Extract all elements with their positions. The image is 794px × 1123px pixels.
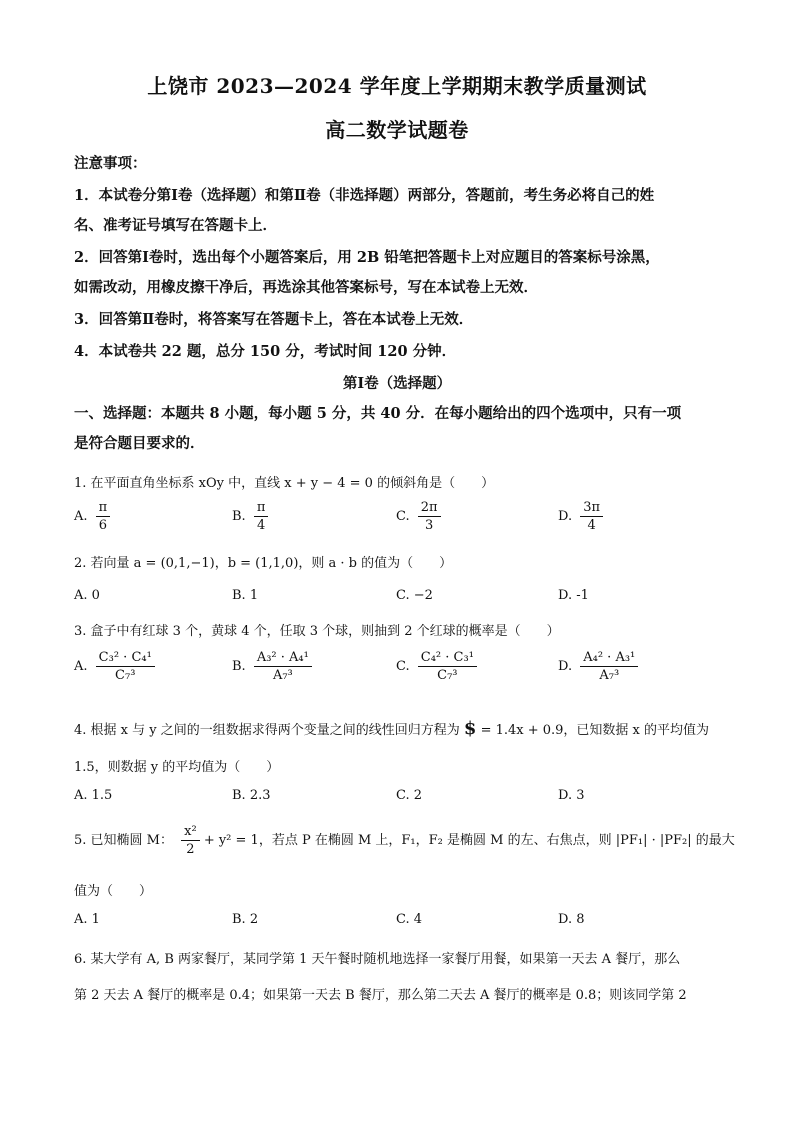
stem-text: = 1.4x + 0.9，已知数据 x 的平均值为 xyxy=(480,723,710,738)
q5-option-c: C. 4 xyxy=(396,912,423,927)
question-2-stem: 2. 若向量 a = (0,1,−1)，b = (1,1,0)，则 a · b 的值为（ ） xyxy=(74,556,453,571)
q2-option-d: D. -1 xyxy=(558,588,589,603)
notice-line-4: 如需改动，用橡皮擦干净后，再选涂其他答案标号，写在本试卷上无效． xyxy=(74,279,538,296)
notice-line-3: 2．回答第Ⅰ卷时，选出每个小题答案后，用 2B 铅笔把答题卡上对应题目的答案标号涂黑， xyxy=(74,249,660,266)
q4-option-d: D. 3 xyxy=(558,788,585,803)
q5-option-b: B. 2 xyxy=(232,912,259,927)
option-label: D. xyxy=(558,659,573,674)
question-6-line-1: 6. 某大学有 A, B 两家餐厅，某同学第 1 天午餐时随机地选择一家餐厅用餐，如果第一天去 A 餐厅，那么 xyxy=(74,952,681,967)
question-4-stem-2: 1.5，则数据 y 的平均值为（ ） xyxy=(74,760,280,775)
option-label: B. xyxy=(232,659,246,674)
fraction xyxy=(181,824,200,857)
option-label: A. xyxy=(74,509,88,524)
q3-option-a xyxy=(74,650,155,683)
fraction xyxy=(96,500,111,533)
notice-line-6: 4．本试卷共 22 题，总分 150 分，考试时间 120 分钟． xyxy=(74,343,457,360)
numerator: A₄² · A₃¹ xyxy=(580,650,638,667)
denominator: A₇³ xyxy=(599,668,620,683)
q2-option-a: A. 0 xyxy=(74,588,100,603)
fraction xyxy=(418,650,477,683)
numerator: 3π xyxy=(580,500,603,517)
denominator: 2 xyxy=(186,842,195,857)
q3-option-c xyxy=(396,650,477,683)
numerator: 2π xyxy=(418,500,441,517)
question-6-line-2: 第 2 天去 A 餐厅的概率是 0.4；如果第一天去 B 餐厅，那么第二天去 A 餐厅的概率是 0.8；则该同学第 2 xyxy=(74,988,687,1003)
notice-line-2: 名、准考证号填写在答题卡上． xyxy=(74,217,277,234)
q3-option-b xyxy=(232,650,312,683)
stem-text: + y² = 1，若点 P 在椭圆 M 上，F₁，F₂ 是椭圆 M 的左、右焦点，则 |PF₁| · |PF₂| 的最大 xyxy=(203,833,735,848)
denominator: A₇³ xyxy=(272,668,293,683)
q4-option-b: B. 2.3 xyxy=(232,788,271,803)
section-intro-1: 一、选择题：本题共 8 小题，每小题 5 分，共 40 分．在每小题给出的四个选项中，只有一项 xyxy=(74,405,682,422)
option-label: C. xyxy=(396,659,410,674)
numerator: C₄² · C₃¹ xyxy=(418,650,477,667)
denominator: C₇³ xyxy=(437,668,458,683)
q3-option-d xyxy=(558,650,638,683)
q1-option-d xyxy=(558,500,603,533)
q2-option-b: B. 1 xyxy=(232,588,259,603)
numerator: C₃² · C₄¹ xyxy=(96,650,155,667)
fraction xyxy=(254,650,312,683)
fraction xyxy=(254,500,269,533)
q1-option-c xyxy=(396,500,441,533)
numerator: x² xyxy=(181,824,200,841)
page-title: 上饶市 2023—2024 学年度上学期期末教学质量测试 xyxy=(147,74,647,98)
fraction xyxy=(96,650,155,683)
q4-option-c: C. 2 xyxy=(396,788,423,803)
q1-option-a xyxy=(74,500,110,533)
question-3-stem: 3. 盒子中有红球 3 个，黄球 4 个，任取 3 个球，则抽到 2 个红球的概率是（ ） xyxy=(74,624,560,639)
notice-line-1: 1．本试卷分第Ⅰ卷（选择题）和第Ⅱ卷（非选择题）两部分，答题前，考生务必将自己的姓 xyxy=(74,187,655,204)
section-intro-2: 是符合题目要求的． xyxy=(74,435,205,452)
stem-text: 5. 已知椭圆 M： xyxy=(74,833,173,848)
denominator: 6 xyxy=(98,518,108,533)
option-label: D. xyxy=(558,509,573,524)
regression-symbol: $ xyxy=(463,718,477,739)
question-5-stem xyxy=(74,824,735,857)
q5-option-a: A. 1 xyxy=(74,912,100,927)
q4-option-a: A. 1.5 xyxy=(74,788,113,803)
option-label: A. xyxy=(74,659,88,674)
question-5-stem-2: 值为（ ） xyxy=(74,884,153,899)
stem-text: 4. 根据 x 与 y 之间的一组数据求得两个变量之间的线性回归方程为 xyxy=(74,723,460,738)
fraction xyxy=(580,650,638,683)
fraction xyxy=(418,500,441,533)
page-subtitle: 高二数学试题卷 xyxy=(325,118,469,142)
notice-heading: 注意事项： xyxy=(74,155,147,172)
question-4-stem xyxy=(74,718,709,739)
denominator: C₇³ xyxy=(115,668,136,683)
option-label: C. xyxy=(396,509,410,524)
numerator: A₃² · A₄¹ xyxy=(254,650,312,667)
notice-line-5: 3．回答第Ⅱ卷时，将答案写在答题卡上，答在本试卷上无效． xyxy=(74,311,474,328)
numerator: π xyxy=(254,500,269,517)
denominator: 3 xyxy=(425,518,434,533)
q2-option-c: C. −2 xyxy=(396,588,433,603)
question-1-stem: 1. 在平面直角坐标系 xOy 中，直线 x + y − 4 = 0 的倾斜角是（ ） xyxy=(74,476,495,491)
q5-option-d: D. 8 xyxy=(558,912,585,927)
section-label: 第Ⅰ卷（选择题） xyxy=(342,375,452,392)
numerator: π xyxy=(96,500,111,517)
denominator: 4 xyxy=(587,518,596,533)
denominator: 4 xyxy=(256,518,266,533)
fraction xyxy=(580,500,603,533)
option-label: B. xyxy=(232,509,246,524)
q1-option-b xyxy=(232,500,268,533)
